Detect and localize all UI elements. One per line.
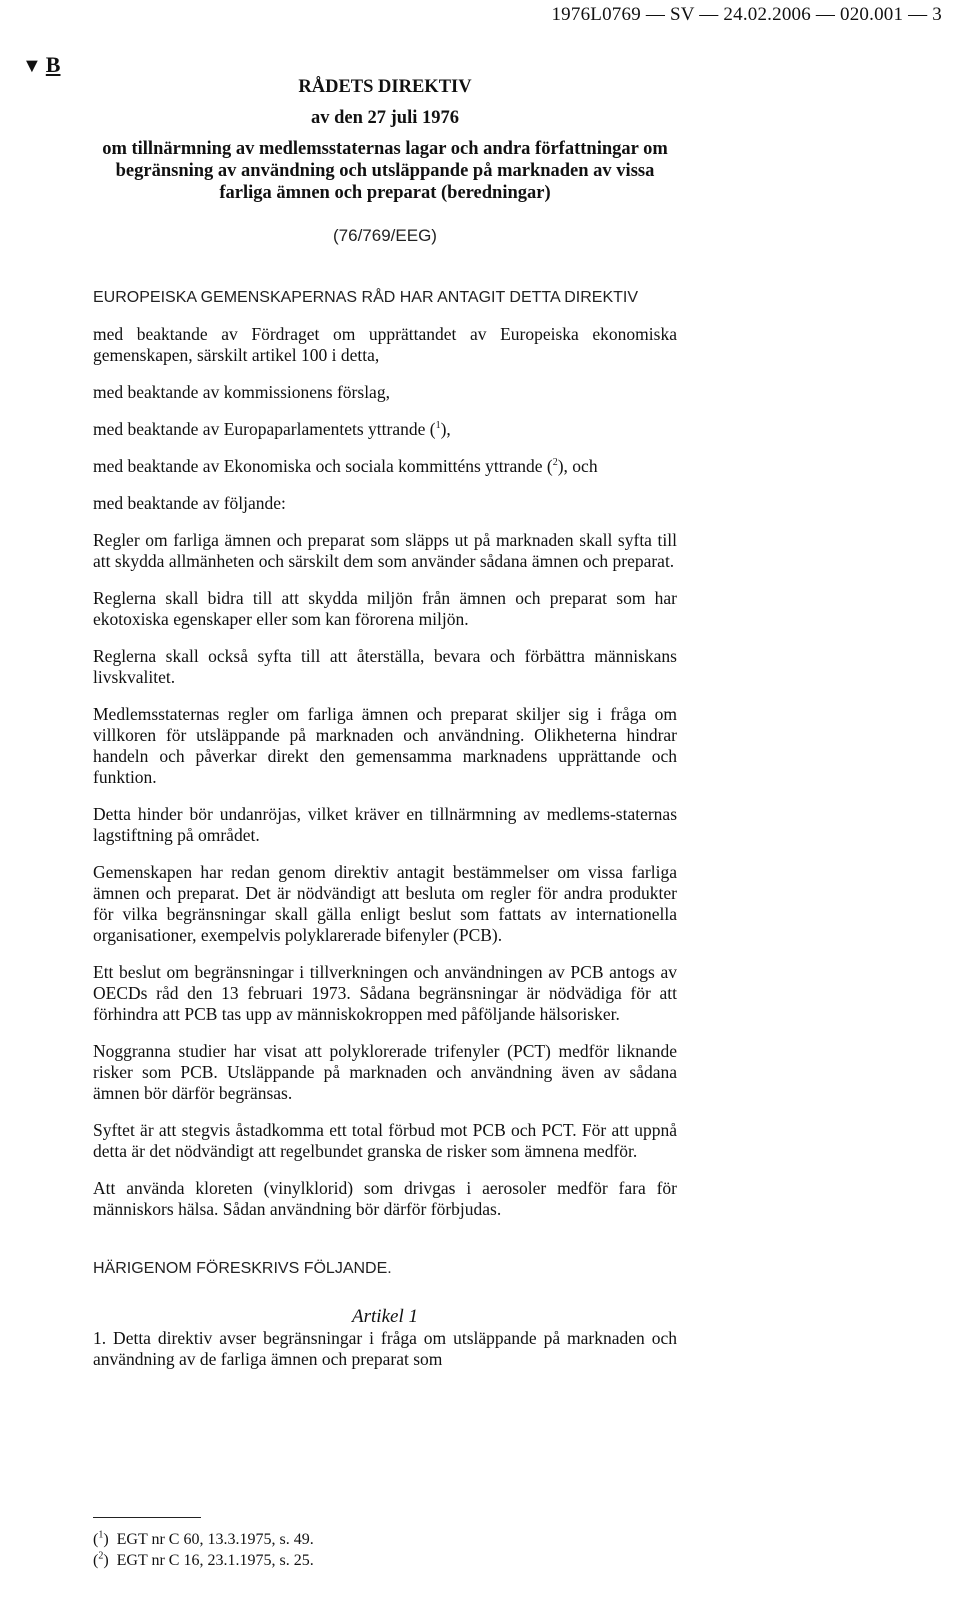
citation-3-end: ), <box>440 419 451 439</box>
celex-number: (76/769/EEG) <box>333 226 437 245</box>
title-date: av den 27 juli 1976 <box>310 108 460 128</box>
preamble-citation-1: med beaktande av Fördraget om upprättandet av Europeiska ekonomiska gemenskapen, särskilt artikel 100 i detta, <box>93 324 677 365</box>
amendment-marker <box>22 52 60 78</box>
footnotes <box>93 1529 314 1571</box>
recital: Reglerna skall bidra till att skydda miljön från ämnen och preparat som har ekotoxiska egenskaper eller som kan förorena miljön. <box>93 588 677 629</box>
article-heading: Artikel 1 <box>352 1306 418 1327</box>
title-line-1: RÅDETS DIREKTIV <box>298 77 472 97</box>
document-body <box>93 74 677 1370</box>
document-title <box>93 76 677 204</box>
recital: Medlemsstaternas regler om farliga ämnen och preparat skiljer sig i fråga om villkoren för utsläppande på marknaden och användning. Olikheterna hindrar handeln och påverkar direkt den gemensamma marknadens upprättande och funktion. <box>93 704 677 787</box>
preamble-heading: EUROPEISKA GEMENSKAPERNAS RÅD HAR ANTAGIT DETTA DIREKTIV <box>93 289 639 306</box>
footnote-number: 1 <box>98 1529 104 1541</box>
footnote-ref-2[interactable]: 2 <box>552 457 558 469</box>
recital: Reglerna skall också syfta till att återställa, bevara och förbättra människans livskvalitet. <box>93 646 677 687</box>
footnote: ($^1$) EGT nr C 60, 13.3.1975, s. 49. <box>93 1529 314 1548</box>
enacting-formula: HÄRIGENOM FÖRESKRIVS FÖLJANDE. <box>93 1260 392 1277</box>
marker-letter: B <box>45 52 61 77</box>
footnote-number: 2 <box>98 1550 104 1562</box>
preamble-citation-2: med beaktande av kommissionens förslag, <box>93 382 390 402</box>
recital: Regler om farliga ämnen och preparat som släpps ut på marknaden skall syfta till att skydda allmänheten och särskilt dem som använder sådana ämnen och preparat. <box>93 530 677 571</box>
footnote-divider <box>93 1517 201 1518</box>
citation-4-text: med beaktande av Ekonomiska och sociala kommitténs yttrande ( <box>93 456 553 476</box>
preamble-citation-3 <box>93 419 677 440</box>
recital: Ett beslut om begränsningar i tillverkningen och användningen av PCB antogs av OECDs råd den 13 februari 1973. Sådana begränsningar är nödvädiga för att förhindra att PCB tas upp av människokroppen med påföljande hälsorisker. <box>93 962 677 1024</box>
title-subject: om tillnärmning av medlemsstaternas lagar och andra författningar om begränsning av användning och utsläppande på marknaden av vissa farliga ämnen och preparat (beredningar) <box>102 139 668 203</box>
citation-4-end: ), och <box>557 456 598 476</box>
article-paragraph: 1. Detta direktiv avser begränsningar i fråga om utsläppande på marknaden och användning av de farliga ämnen och preparat som <box>93 1328 677 1369</box>
recital: Att använda kloreten (vinylklorid) som drivgas i aerosoler medför fara för människors hälsa. Sådan användning bör därför förbjudas. <box>93 1178 677 1219</box>
footnote-text: EGT nr C 60, 13.3.1975, s. 49. <box>116 1531 314 1548</box>
recital: Detta hinder bör undanröjas, vilket kräver en tillnärmning av medlems-staternas lagstiftning på området. <box>93 804 677 845</box>
recital: Noggranna studier har visat att polyklorerade trifenyler (PCT) medför liknande risker som PCB. Utsläppande på marknaden och användning även av sådana ämnen bör därför begränsas. <box>93 1041 677 1103</box>
recital: Gemenskapen har redan genom direktiv antagit bestämmelser om vissa farliga ämnen och preparat. Det är nödvändigt att besluta om regler för andra produkter för vilka begränsningar skall gälla enligt beslut som fattats av internationella organisationer, exempelvis polyklarerade bifenyler (PCB). <box>93 862 677 945</box>
footnote-ref-1[interactable]: 1 <box>435 420 441 432</box>
footnote-text: EGT nr C 16, 23.1.1975, s. 25. <box>116 1552 314 1569</box>
recital: Syftet är att stegvis åstadkomma ett total förbud mot PCB och PCT. För att uppnå detta är det nödvändigt att regelbundet granska de risker som ämnena medför. <box>93 1120 677 1161</box>
footnote: ($^2$) EGT nr C 16, 23.1.1975, s. 25. <box>93 1550 314 1569</box>
preamble-citation-5: med beaktande av följande: <box>93 493 286 513</box>
preamble-citation-4 <box>93 456 677 477</box>
triangle-down-icon: ▼ <box>22 55 42 77</box>
citation-3-text: med beaktande av Europaparlamentets yttrande ( <box>93 419 436 439</box>
running-header: 1976L0769 — SV — 24.02.2006 — 020.001 — 3 <box>551 4 942 25</box>
